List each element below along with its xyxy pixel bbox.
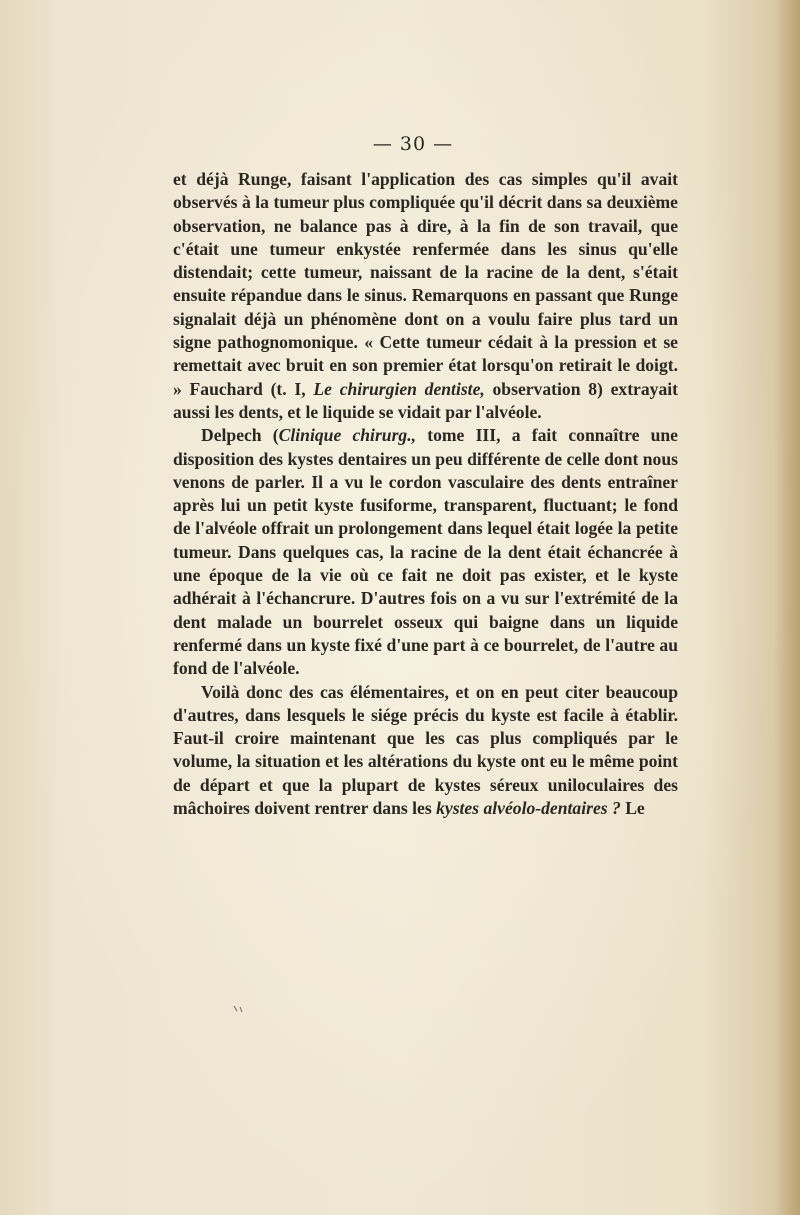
paragraph-3	[173, 681, 678, 821]
paragraph-3-text-c: Le	[620, 798, 645, 819]
paragraph-1-text-c: observation 8) extrayait aussi les dents, et le liquide se vidait par l'alvéole.	[173, 378, 679, 422]
paragraph-1-text-a: et déjà Runge, faisant l'application des cas simples qu'il avait observés à la tumeur plus compliquée qu'il décrit dans sa deuxième observation, ne balance pas à dire, à la fin de son travail, que c'était une tumeur enkystée renfermée dans les sinus qu'elle distendait; cette tumeur, naissant de la racine de la dent, s'était ensuite répandue dans le sinus. Remarquons en passant que Runge signalait déjà un phénomène dont on a voulu faire plus tard un signe pathognomonique. « Cette tumeur cédait à la pression et se remettait avec bruit en son premier état lorsqu'on retirait le doigt. » Fauchard (t. I,	[173, 169, 678, 399]
paragraph-2-italic-title: Clinique chirurg.,	[278, 425, 417, 446]
paragraph-2-text-c: tome III, a fait connaître une disposition des kystes dentaires un peu différente de celle dont nous venons de parler. Il a vu le cordon vasculaire des dents entraîner après lui un petit kyste fusiforme, transparent, fluctuant; le fond de l'alvéole offrait un prolongement dans lequel était logée la petite tumeur. Dans quelques cas, la racine de la dent était échancrée à une époque de la vie où ce fait ne doit pas exister, et le kyste adhérait à l'échancrure. D'autres fois on a vu sur l'extrémité de la dent malade un bourrelet osseux qui baigne dans un liquide renfermé dans un kyste fixé d'une part à ce bourrelet, de l'autre au fond de l'alvéole.	[173, 425, 678, 679]
paragraph-1-italic-title: Le chirurgien dentiste,	[313, 378, 485, 399]
paragraph-3-text-a: Voilà donc des cas élémentaires, et on en peut citer beaucoup d'autres, dans lesquels le siége précis du kyste est facile à établir. Faut-il croire maintenant que les cas plus compliqués par le volume, la situation et les altérations du kyste ont eu le même point de départ et que la plupart de kystes séreux uniloculaires des mâchoires doivent rentrer dans les	[173, 681, 678, 819]
body-text	[173, 168, 678, 820]
paragraph-2	[173, 424, 678, 680]
ink-speck-mark	[232, 1005, 246, 1013]
paragraph-1	[173, 168, 678, 424]
page-edge-shadow	[774, 0, 800, 1215]
page-number: — 30 —	[372, 133, 454, 155]
paragraph-3-italic-term: kystes alvéolo-dentaires ?	[436, 798, 621, 819]
paragraph-2-text-a: Delpech (	[201, 425, 279, 446]
